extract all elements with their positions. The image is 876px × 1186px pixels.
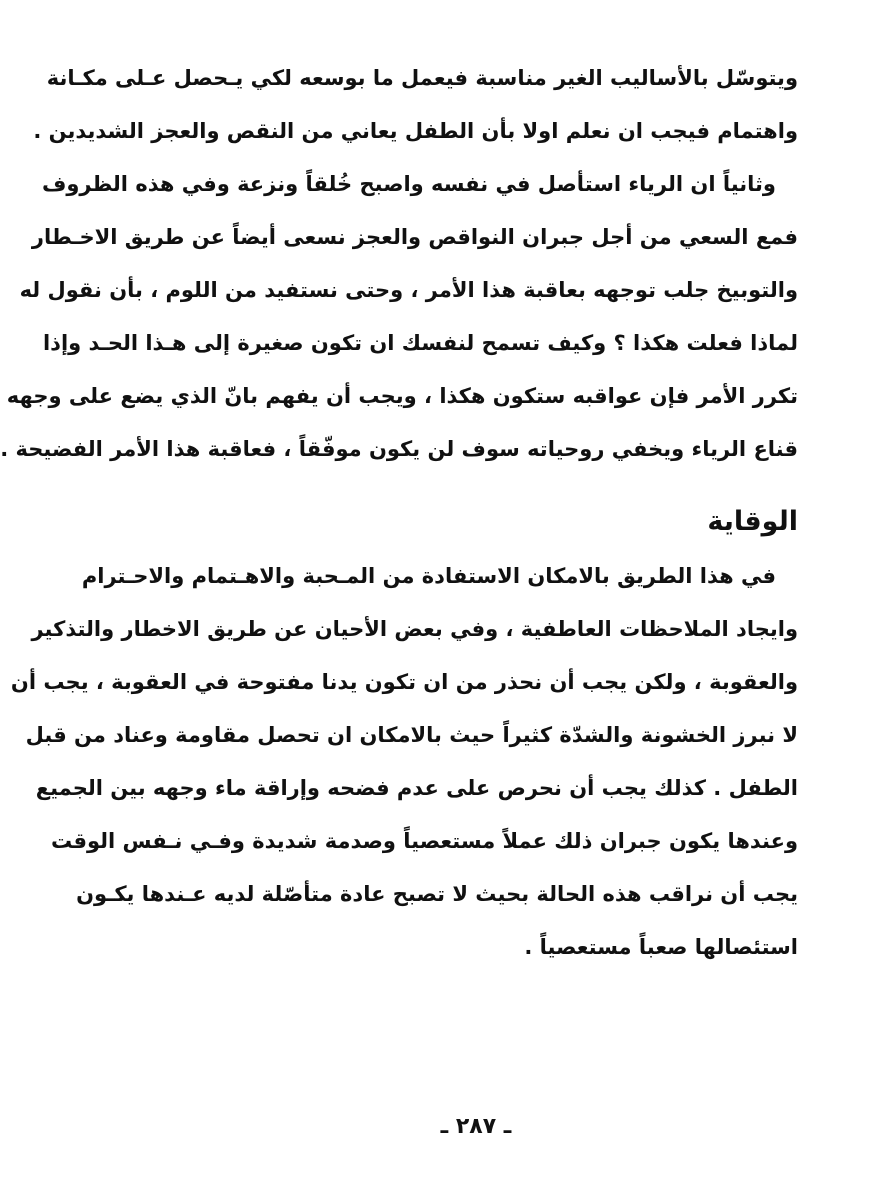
paragraph-2 bbox=[0, 158, 798, 476]
text-line: والتوبيخ جلب توجهه بعاقبة هذا الأمر ، وحتى نستفيد من اللوم ، بأن نقول له bbox=[19, 278, 798, 302]
paragraph-3 bbox=[10, 550, 798, 974]
text-line: واهتمام فيجب ان نعلم اولا بأن الطفل يعاني من النقص والعجز الشديدين . bbox=[33, 119, 798, 143]
page-body bbox=[0, 52, 798, 974]
text-line: الطفل . كذلك يجب أن نحرص على عدم فضحه وإراقة ماء وجهه بين الجميع bbox=[35, 776, 798, 800]
text-line: وثانياً ان الرياء استأصل في نفسه واصبح خُلقاً ونزعة وفي هذه الظروف bbox=[41, 172, 776, 196]
text-line: قناع الرياء ويخفي روحياته سوف لن يكون موفّقاً ، فعاقبة هذا الأمر الفضيحة . bbox=[0, 437, 798, 461]
section-heading: الوقاية bbox=[707, 506, 798, 537]
text-line: لماذا فعلت هكذا ؟ وكيف تسمح لنفسك ان تكون صغيرة إلى هـذا الحـد وإذا bbox=[42, 331, 798, 355]
text-line: في هذا الطريق بالامكان الاستفادة من المـحبة والاهـتمام والاحـترام bbox=[81, 564, 776, 588]
text-line: استئصالها صعباً مستعصياً . bbox=[524, 935, 798, 959]
text-line: وعندها يكون جبران ذلك عملاً مستعصياً وصدمة شديدة وفـي نـفس الوقت bbox=[51, 829, 798, 853]
text-line: وايجاد الملاحظات العاطفية ، وفي بعض الأحيان عن طريق الاخطار والتذكير bbox=[31, 617, 798, 641]
text-line: فمع السعي من أجل جبران النواقص والعجز نسعى أيضاً عن طريق الاخـطار bbox=[31, 225, 798, 249]
text-line: ويتوسّل بالأساليب الغير مناسبة فيعمل ما بوسعه لكي يـحصل عـلى مكـانة bbox=[46, 66, 798, 90]
paragraph-1 bbox=[33, 52, 798, 158]
text-line: تكرر الأمر فإن عواقبه ستكون هكذا ، ويجب أن يفهم بانّ الذي يضع على وجهه bbox=[6, 384, 798, 408]
text-line: يجب أن نراقب هذه الحالة بحيث لا تصبح عادة متأصّلة لديه عـندها يكـون bbox=[76, 882, 798, 906]
text-line: والعقوبة ، ولكن يجب أن نحذر من ان تكون يدنا مفتوحة في العقوبة ، يجب أن bbox=[10, 670, 798, 694]
page-number: ـ ٢٨٧ ـ bbox=[440, 1114, 512, 1139]
text-line: لا نبرز الخشونة والشدّة كثيراً حيث بالامكان ان تحصل مقاومة وعناد من قبل bbox=[25, 723, 798, 747]
